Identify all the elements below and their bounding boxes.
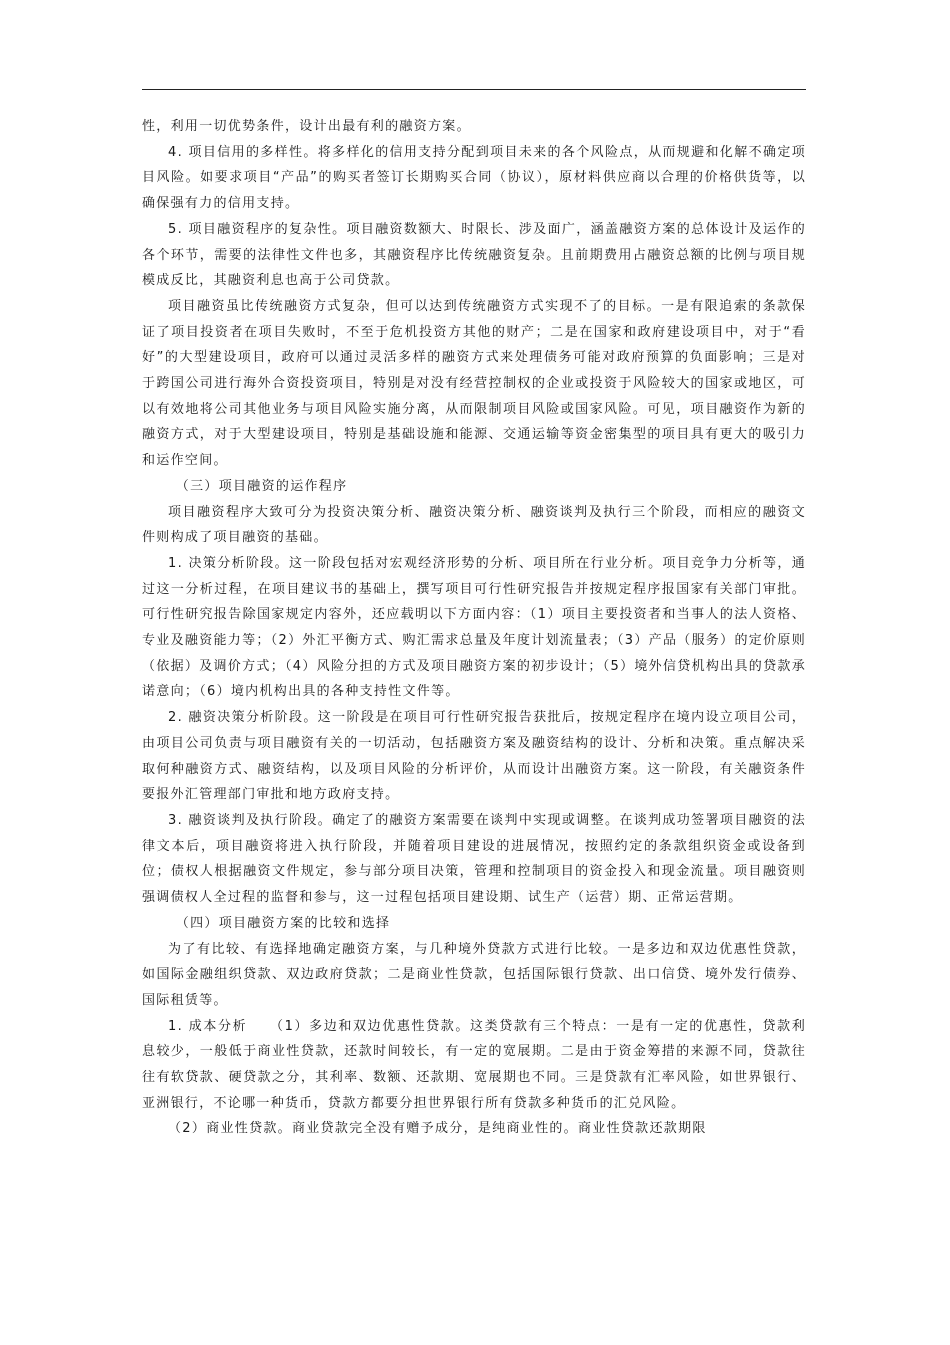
paragraph: 性，利用一切优势条件，设计出最有利的融资方案。 — [142, 119, 471, 134]
paragraph: （2）商业性贷款。商业贷款完全没有赠予成分，是纯商业性的。商业性贷款还款期限 — [168, 1121, 707, 1137]
paragraph: 1. 成本分析 （1）多边和双边优惠性贷款。这类贷款有三个特点：一是有一定的优惠性，贷款利息较少，一般低于商业性贷款，还款时间较长，有一定的宽展期。二是由于资金筹措的来源不同，贷款往往有软贷款、硬贷款之分，其利率、数额、还款期、宽展期也不同。三是贷款有汇率风险，如世界银行、亚洲银行，不论哪一种货币，贷款方都要分担世界银行所有贷款多种货币的汇兑风险。 — [142, 1018, 806, 1111]
paragraph: 2. 融资决策分析阶段。这一阶段是在项目可行性研究报告获批后，按规定程序在境内设立项目公司，由项目公司负责与项目融资有关的一切活动，包括融资方案及融资结构的设计、分析和决策。重点解决采取何种融资方式、融资结构，以及项目风险的分析评价，从而设计出融资方案。这一阶段，有关融资条件要报外汇管理部门审批和地方政府支持。 — [142, 710, 806, 803]
paragraph: 3. 融资谈判及执行阶段。确定了的融资方案需要在谈判中实现或调整。在谈判成功签署项目融资的法律文本后，项目融资将进入执行阶段，并随着项目建设的进展情况，按照约定的条款组织资金或设备到位；债权人根据融资文件规定，参与部分项目决策，管理和控制项目的资金投入和现金流量。项目融资则强调债权人全过程的监督和参与，这一过程包括项目建设期、试生产（运营）期、正常运营期。 — [142, 812, 806, 906]
paragraph: 为了有比较、有选择地确定融资方案，与几种境外贷款方式进行比较。一是多边和双边优惠性贷款，如国际金融组织贷款、双边政府贷款；二是商业性贷款，包括国际银行贷款、出口信贷、境外发行债券、国际租赁等。 — [142, 941, 806, 1008]
document-body — [142, 114, 806, 1142]
paragraph: 项目融资程序大致可分为投资决策分析、融资决策分析、融资谈判及执行三个阶段，而相应的融资文件则构成了项目融资的基础。 — [142, 504, 806, 546]
paragraph: 项目融资虽比传统融资方式复杂，但可以达到传统融资方式实现不了的目标。一是有限追索的条款保证了项目投资者在项目失败时，不至于危机投资方其他的财产；二是在国家和政府建设项目中，对于“看好”的大型建设项目，政府可以通过灵活多样的融资方式来处理债务可能对政府预算的负面影响；三是对于跨国公司进行海外合资投资项目，特别是对没有经营控制权的企业或投资于风险较大的国家或地区，可以有效地将公司其他业务与项目风险实施分离，从而限制项目风险或国家风险。可见，项目融资作为新的融资方式，对于大型建设项目，特别是基础设施和能源、交通运输等资金密集型的项目具有更大的吸引力和运作空间。 — [142, 298, 806, 469]
section-heading: （三）项目融资的运作程序 — [175, 478, 348, 494]
header-rule — [142, 89, 806, 90]
paragraph: 5. 项目融资程序的复杂性。项目融资数额大、时限长、涉及面广，涵盖融资方案的总体设计及运作的各个环节，需要的法律性文件也多，其融资程序比传统融资复杂。且前期费用占融资总额的比例与项目规模成反比，其融资利息也高于公司贷款。 — [142, 221, 806, 289]
paragraph: 1. 决策分析阶段。这一阶段包括对宏观经济形势的分析、项目所在行业分析。项目竞争力分析等，通过这一分析过程，在项目建议书的基础上，撰写项目可行性研究报告并按规定程序报国家有关部门审批。可行性研究报告除国家规定内容外，还应载明以下方面内容：（1）项目主要投资者和当事人的法人资格、专业及融资能力等；（2）外汇平衡方式、购汇需求总量及年度计划流量表；（3）产品（服务）的定价原则（依据）及调价方式；（4）风险分担的方式及项目融资方案的初步设计；（5）境外信贷机构出具的贷款承诺意向；（6）境内机构出具的各种支持性文件等。 — [142, 555, 806, 700]
section-heading: （四）项目融资方案的比较和选择 — [175, 915, 391, 931]
paragraph: 4. 项目信用的多样性。将多样化的信用支持分配到项目未来的各个风险点，从而规避和化解不确定项目风险。如要求项目“产品”的购买者签订长期购买合同（协议），原材料供应商以合理的价格供货等，以确保强有力的信用支持。 — [142, 144, 806, 212]
